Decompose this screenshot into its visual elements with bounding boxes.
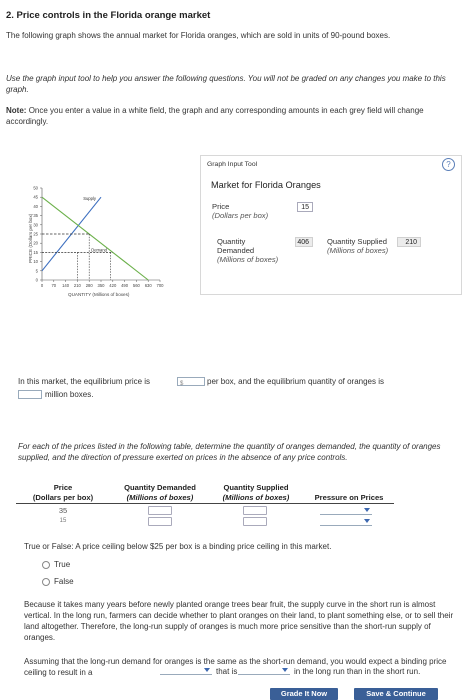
qd-label-text: Quantity Demanded bbox=[217, 237, 255, 255]
long-run-tail: in the long run than in the short run. bbox=[294, 667, 421, 676]
pressure-dropdown-row2[interactable] bbox=[320, 517, 372, 526]
chevron-down-icon bbox=[364, 508, 370, 512]
price-header-label: Price bbox=[53, 483, 73, 492]
chevron-down-icon bbox=[364, 519, 370, 523]
x-tick-label: 420 bbox=[109, 283, 117, 288]
radio-false[interactable] bbox=[42, 578, 50, 586]
tf-question: True or False: A price ceiling below $25 per box is a binding price ceiling in this market. bbox=[24, 542, 332, 551]
x-tick-label: 280 bbox=[85, 283, 93, 288]
qd-unit: (Millions of boxes) bbox=[217, 255, 279, 264]
page-title: 2. Price controls in the Florida orange market bbox=[6, 10, 211, 21]
quantity-supplied-field: 210 bbox=[397, 237, 421, 247]
row-price: 35 bbox=[58, 506, 68, 515]
supply-demand-chart[interactable] bbox=[20, 178, 185, 298]
y-tick-label: 0 bbox=[35, 277, 38, 283]
radio-false-label: False bbox=[54, 577, 74, 586]
price-header-unit: (Dollars per box) bbox=[32, 493, 94, 502]
long-run-that-is: that is bbox=[216, 667, 238, 676]
y-tick-label: 45 bbox=[33, 194, 38, 200]
qs-header-unit: (Millions of boxes) bbox=[222, 493, 290, 502]
tool-header: Graph Input Tool bbox=[207, 161, 258, 168]
chevron-down-icon bbox=[282, 668, 288, 672]
x-tick-label: 70 bbox=[51, 283, 57, 288]
row-price: 15 bbox=[59, 518, 67, 524]
x-tick-label: 630 bbox=[144, 283, 152, 288]
x-tick-label: 0 bbox=[40, 283, 44, 288]
note-paragraph bbox=[6, 105, 456, 127]
y-tick-label: 50 bbox=[33, 185, 38, 191]
quantity-demanded-label bbox=[217, 237, 281, 264]
chart-plot-area bbox=[33, 186, 164, 289]
radio-true[interactable] bbox=[42, 561, 50, 569]
pressure-dropdown-row1[interactable] bbox=[320, 506, 372, 515]
eq-price-input[interactable] bbox=[177, 377, 205, 386]
demand-curve bbox=[42, 197, 148, 280]
qs-header bbox=[210, 483, 302, 503]
qd-input-row2[interactable] bbox=[148, 517, 172, 526]
qs-input-row1[interactable] bbox=[243, 506, 267, 515]
save-continue-button[interactable]: Save & Continue bbox=[354, 688, 438, 700]
y-tick-label: 15 bbox=[33, 249, 38, 255]
y-tick-label: 40 bbox=[33, 203, 38, 209]
y-tick-label: 5 bbox=[35, 268, 38, 274]
qs-input-row2[interactable] bbox=[243, 517, 267, 526]
price-label bbox=[212, 202, 272, 220]
y-tick-label: 10 bbox=[33, 259, 38, 265]
x-tick-label: 560 bbox=[132, 283, 140, 288]
price-header bbox=[16, 483, 110, 503]
quantity-demanded-field: 406 bbox=[295, 237, 313, 247]
dollar-sign: $ bbox=[180, 381, 184, 387]
eq-text-mid: per box, and the equilibrium quantity of oranges is bbox=[207, 377, 384, 386]
supply-label: Supply bbox=[83, 196, 97, 202]
graph-input-tool bbox=[200, 155, 462, 295]
x-tick-label: 490 bbox=[121, 283, 129, 288]
long-run-paragraph: Because it takes many years before newly planted orange trees bear fruit, the supply curve in the short run is almost vertical. In the long run, farmers can decide whether to plant oranges on their land, to plant something else, or to sell their land altogether. Therefore, the long-run supply of oranges is much more price sensitive than the short-run supply of oranges. bbox=[24, 600, 454, 642]
y-tick-label: 20 bbox=[33, 240, 38, 246]
qs-label-text: Quantity Supplied bbox=[327, 237, 387, 246]
y-tick-label: 35 bbox=[33, 213, 38, 219]
qs-header-label: Quantity Supplied bbox=[223, 483, 289, 492]
note-label: Note: bbox=[6, 106, 27, 115]
eq-text-post: million boxes. bbox=[45, 390, 94, 399]
demand-label: Demand bbox=[91, 247, 108, 253]
y-tick-label: 30 bbox=[33, 222, 38, 228]
eq-text-pre: In this market, the equilibrium price is bbox=[18, 377, 151, 386]
x-tick-label: 210 bbox=[73, 283, 81, 288]
qd-header-label: Quantity Demanded bbox=[124, 483, 196, 492]
qd-header bbox=[112, 483, 208, 503]
qd-header-unit: (Millions of boxes) bbox=[126, 493, 194, 502]
instruction-paragraph: Use the graph input tool to help you answer the following questions. You will not be graded on any changes you make to this graph. bbox=[6, 74, 446, 94]
tool-title: Market for Florida Oranges bbox=[211, 180, 321, 190]
radio-true-label: True bbox=[54, 560, 71, 569]
size-dropdown[interactable] bbox=[238, 666, 290, 675]
price-input[interactable]: 15 bbox=[297, 202, 313, 212]
y-axis-label: PRICE (Dollars per box) bbox=[28, 213, 33, 263]
eq-quantity-input[interactable] bbox=[18, 390, 42, 399]
table-divider bbox=[16, 503, 394, 504]
help-icon[interactable]: ? bbox=[442, 158, 455, 171]
table-intro: For each of the prices listed in the following table, determine the quantity of oranges demanded, the quantity of oranges supplied, and the direction of pressure exerted on prices in the absence of any price controls. bbox=[18, 442, 441, 462]
x-tick-label: 350 bbox=[97, 283, 105, 288]
long-run-question: Assuming that the long-run demand for oranges is the same as the short-run demand, you would expect a binding price ceiling to result in a bbox=[24, 657, 447, 677]
grade-it-now-button[interactable]: Grade It Now bbox=[270, 688, 338, 700]
chevron-down-icon bbox=[204, 668, 210, 672]
qd-input-row1[interactable] bbox=[148, 506, 172, 515]
qs-unit: (Millions of boxes) bbox=[327, 246, 389, 255]
pressure-header: Pressure on Prices bbox=[314, 493, 384, 502]
x-axis-label: QUANTITY (Millions of boxes) bbox=[68, 292, 130, 297]
price-label-text: Price bbox=[212, 202, 230, 211]
x-tick-label: 700 bbox=[156, 283, 164, 288]
x-tick-label: 140 bbox=[62, 283, 70, 288]
y-tick-label: 25 bbox=[33, 231, 38, 237]
shortage-dropdown[interactable] bbox=[160, 666, 212, 675]
note-text: Once you enter a value in a white field, the graph and any corresponding amounts in each grey field will change accordingly. bbox=[6, 106, 424, 126]
intro-paragraph: The following graph shows the annual market for Florida oranges, which are sold in units of 90-pound boxes. bbox=[6, 31, 391, 40]
price-unit: (Dollars per box) bbox=[212, 211, 269, 220]
quantity-supplied-label bbox=[327, 237, 389, 255]
